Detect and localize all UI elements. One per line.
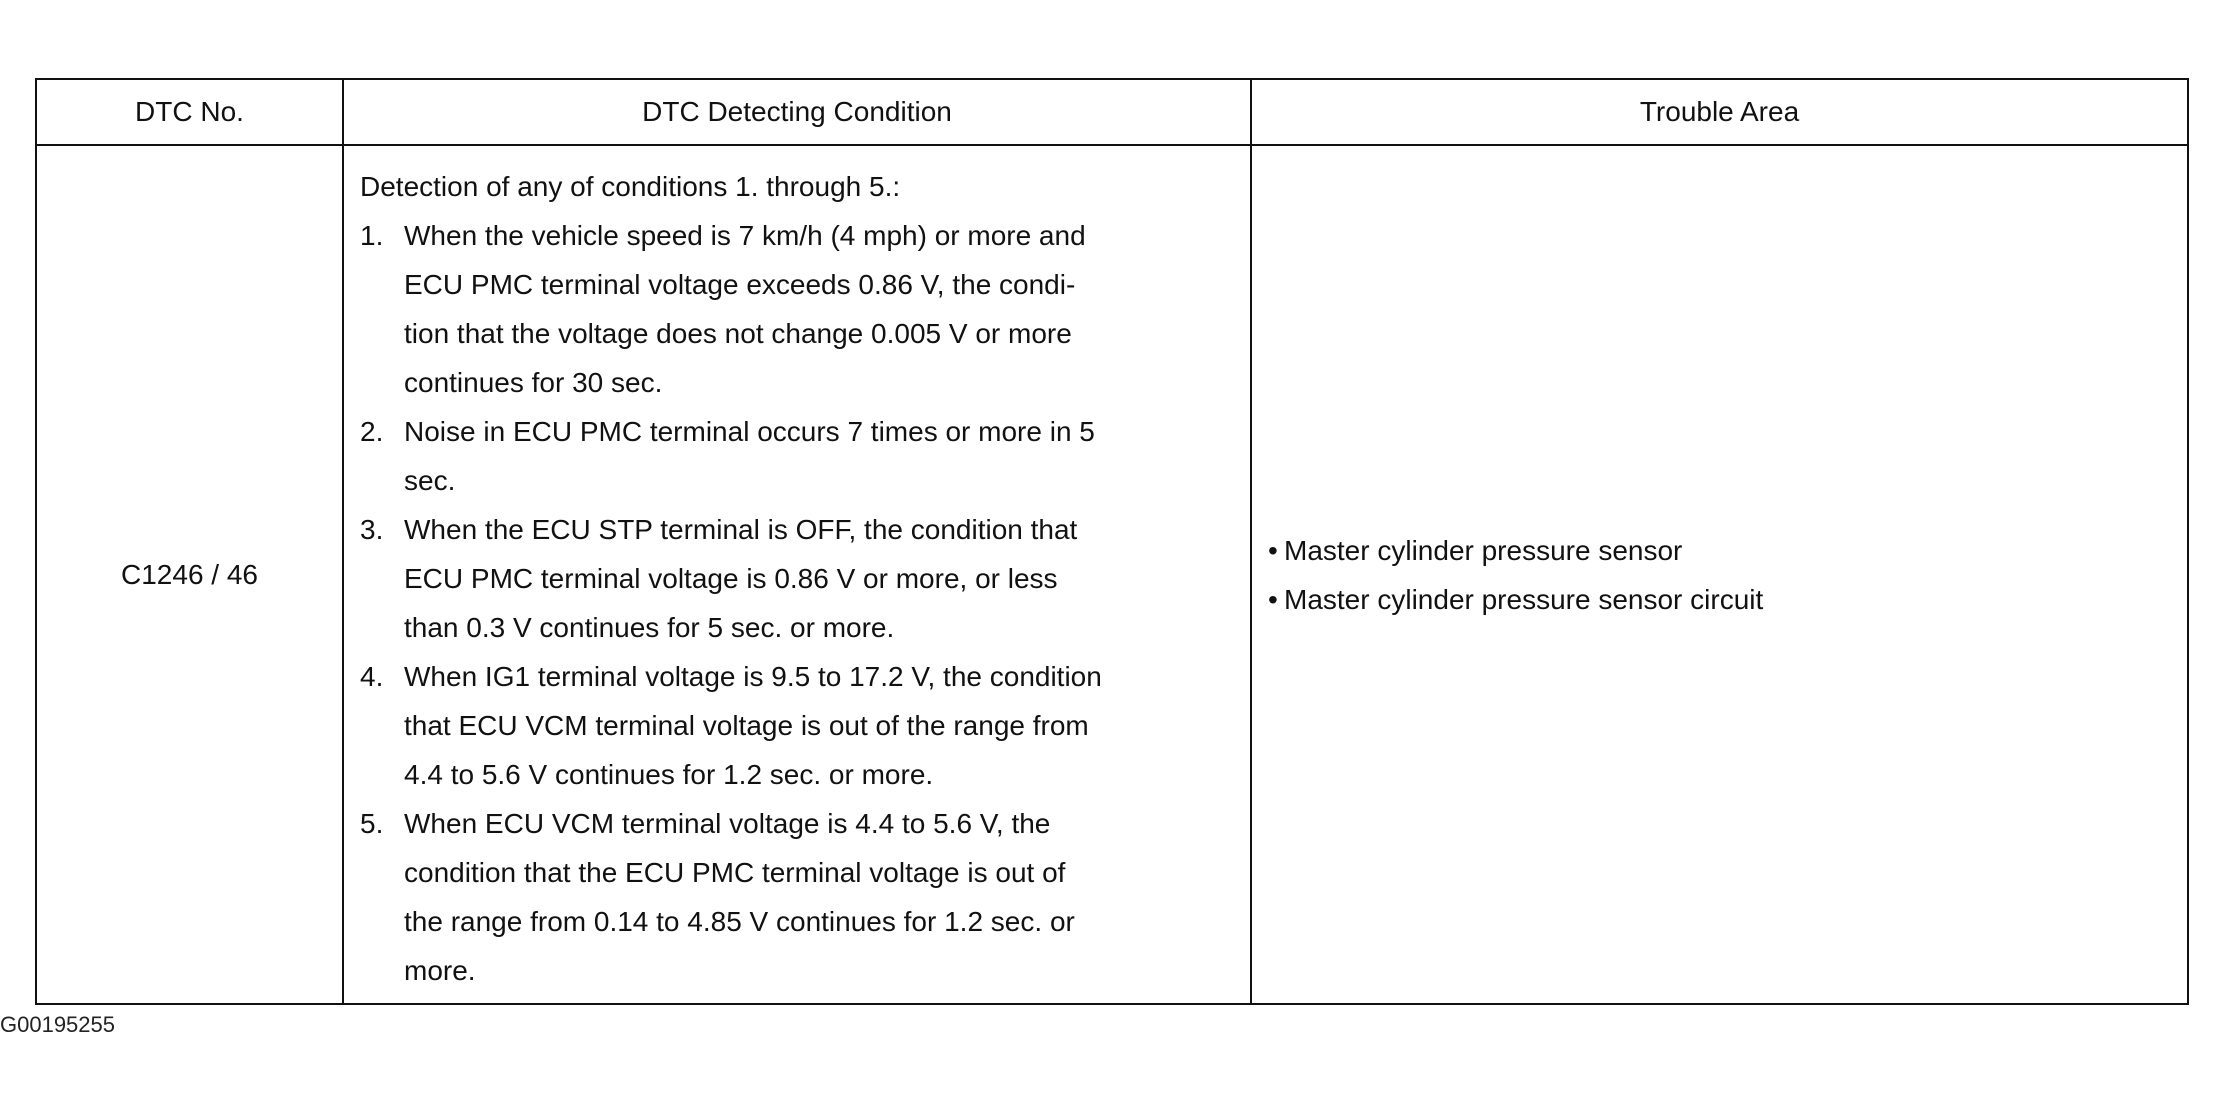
condition-line: When the ECU STP terminal is OFF, the condition that	[404, 514, 1078, 545]
bullet-icon: •	[1268, 583, 1278, 615]
bullet-icon: •	[1268, 534, 1278, 566]
figure-id: G00195255	[0, 1012, 115, 1037]
trouble-area-cell	[1251, 145, 2188, 1004]
condition-line: sec.	[404, 465, 456, 496]
condition-line: ECU PMC terminal voltage exceeds 0.86 V, the condi-	[404, 269, 1076, 300]
condition-line: tion that the voltage does not change 0.005 V or more	[404, 318, 1072, 349]
condition-list	[360, 211, 1234, 995]
trouble-area-list	[1268, 526, 2187, 624]
condition-item	[360, 652, 1234, 799]
header-dtc-no: DTC No.	[36, 79, 343, 145]
condition-line: than 0.3 V continues for 5 sec. or more.	[404, 612, 895, 643]
condition-item	[360, 799, 1234, 995]
condition-line: more.	[404, 955, 476, 986]
trouble-area-item	[1268, 526, 2187, 575]
trouble-area-text: Master cylinder pressure sensor circuit	[1284, 583, 1764, 615]
condition-line: that ECU VCM terminal voltage is out of the range from	[404, 710, 1089, 741]
trouble-area-text: Master cylinder pressure sensor	[1284, 534, 1683, 566]
condition-item	[360, 407, 1234, 505]
header-detecting-condition: DTC Detecting Condition	[343, 79, 1251, 145]
header-trouble-area: Trouble Area	[1251, 79, 2188, 145]
condition-line: 4.4 to 5.6 V continues for 1.2 sec. or more.	[404, 759, 934, 790]
dtc-code: C1246 / 46	[36, 145, 343, 1004]
trouble-area-item	[1268, 575, 2187, 624]
condition-line: When IG1 terminal voltage is 9.5 to 17.2 V, the condition	[404, 661, 1102, 692]
condition-number: 5.	[360, 808, 384, 839]
condition-item	[360, 211, 1234, 407]
dtc-table	[35, 78, 2189, 1005]
table-header-row	[36, 79, 2188, 145]
condition-line: When ECU VCM terminal voltage is 4.4 to 5.6 V, the	[404, 808, 1051, 839]
condition-number: 4.	[360, 661, 384, 692]
condition-line: continues for 30 sec.	[404, 367, 663, 398]
condition-item	[360, 505, 1234, 652]
condition-number: 3.	[360, 514, 384, 545]
condition-line: condition that the ECU PMC terminal voltage is out of	[404, 857, 1066, 888]
condition-line: the range from 0.14 to 4.85 V continues for 1.2 sec. or	[404, 906, 1075, 937]
condition-line: ECU PMC terminal voltage is 0.86 V or more, or less	[404, 563, 1058, 594]
table-row	[36, 145, 2188, 1004]
condition-number: 1.	[360, 220, 384, 251]
condition-line: When the vehicle speed is 7 km/h (4 mph) or more and	[404, 220, 1086, 251]
condition-intro: Detection of any of conditions 1. through 5.:	[360, 171, 901, 202]
detecting-condition-cell	[343, 145, 1251, 1004]
condition-line: Noise in ECU PMC terminal occurs 7 times or more in 5	[404, 416, 1095, 447]
condition-number: 2.	[360, 416, 384, 447]
